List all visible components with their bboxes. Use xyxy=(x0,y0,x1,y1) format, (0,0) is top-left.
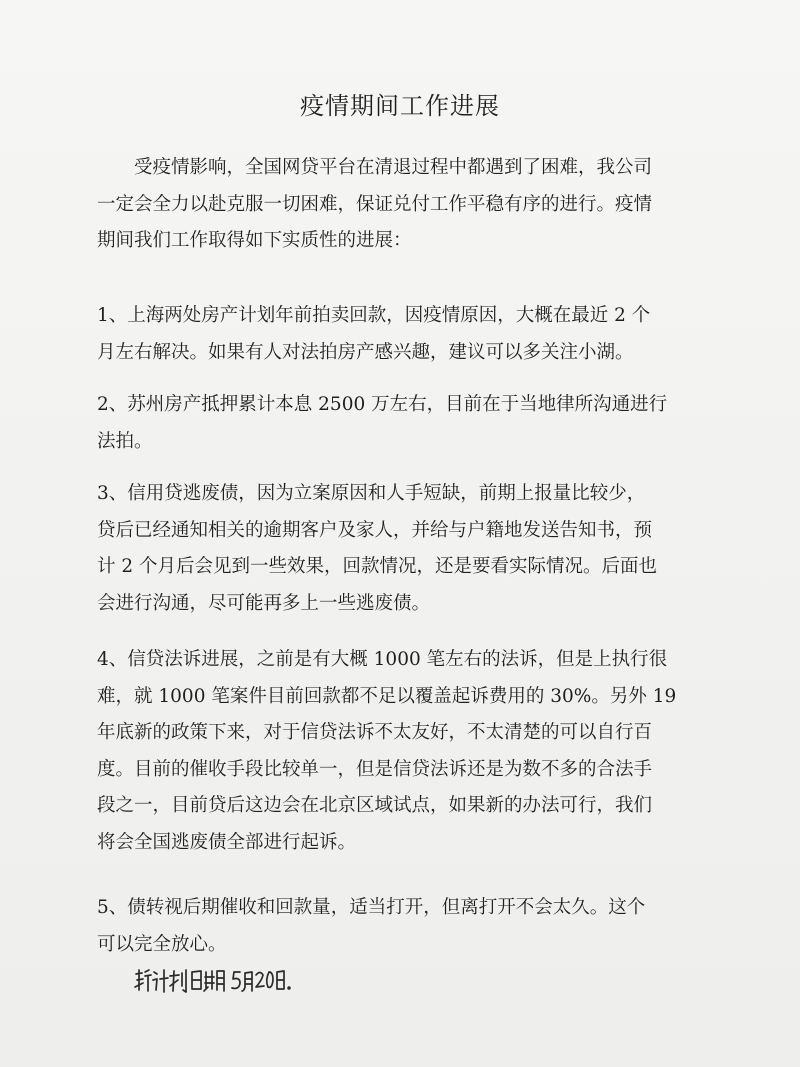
item-line: 月左右解决。如果有人对法拍房产感兴趣，建议可以多关注小湖。 xyxy=(97,341,634,363)
item-line: 可以完全放心。 xyxy=(97,933,227,955)
intro-line: 期间我们工作取得如下实质性的进展： xyxy=(97,230,412,251)
item-line: 法拍。 xyxy=(97,430,153,452)
item-line: 年底新的政策下来，对于信贷法诉不太友好，不太清楚的可以自行百 xyxy=(97,722,653,743)
item-line: 5、债转视后期催收和回款量，适当打开，但离打开不会太久。这个 xyxy=(97,897,646,918)
progress-item-5 xyxy=(97,890,707,963)
item-line: 贷后已经通知相关的逾期客户及家人，并给与户籍地发送告知书，预 xyxy=(97,519,653,541)
item-line: 1、上海两处房产计划年前拍卖回款，因疫情原因，大概在最近 2 个 xyxy=(97,305,651,326)
item-line: 将会全国逃废债全部进行起诉。 xyxy=(97,831,357,853)
handwritten-note xyxy=(132,958,312,998)
intro-line: 一定会全力以赴克服一切困难，保证兑付工作平稳有序的进行。疫情 xyxy=(97,193,653,215)
intro-paragraph xyxy=(97,150,707,260)
item-line: 4、信贷法诉进展，之前是有大概 1000 笔左右的法诉，但是上执行很 xyxy=(97,649,668,670)
progress-item-2 xyxy=(97,387,707,460)
progress-item-1 xyxy=(97,298,707,371)
intro-line: 受疫情影响，全国网贷平台在清退过程中都遇到了困难，我公司 xyxy=(134,157,653,178)
item-line: 计 2 个月后会见到一些效果，回款情况，还是要看实际情况。后面也 xyxy=(97,556,658,577)
item-line: 段之一，目前贷后这边会在北京区域试点，如果新的办法可行，我们 xyxy=(97,795,653,816)
item-line: 会进行沟通，尽可能再多上一些逃废债。 xyxy=(97,592,431,614)
item-line: 3、信用贷逃废债，因为立案原因和人手短缺，前期上报量比较少， xyxy=(97,483,646,504)
item-line: 2、苏州房产抵押累计本息 2500 万左右，目前在于当地律所沟通进行 xyxy=(97,394,668,415)
item-line: 难，就 1000 笔案件目前回款都不足以覆盖起诉费用的 30%。另外 19 xyxy=(97,685,677,707)
handwritten-note-strokes xyxy=(132,958,312,998)
item-line: 度。目前的催收手段比较单一，但是信贷法诉还是为数不多的合法手 xyxy=(97,758,653,780)
progress-item-4 xyxy=(97,642,707,861)
document-title: 疫情期间工作进展 xyxy=(300,92,500,120)
progress-item-3 xyxy=(97,476,707,622)
